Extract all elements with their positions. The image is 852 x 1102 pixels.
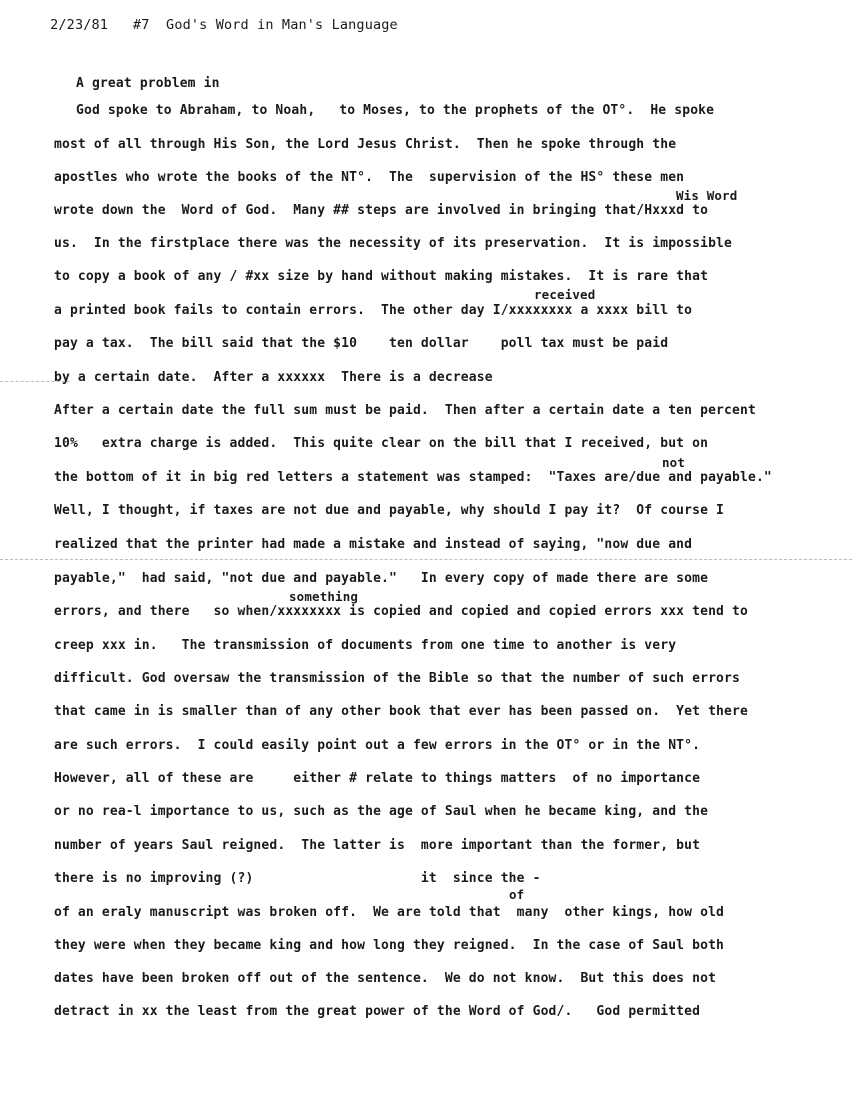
text-line: 10% extra charge is added. This quite clear on the bill that I received, but on — [54, 436, 709, 451]
text-line: apostles who wrote the books of the NT°. The supervision of the HS° these men — [54, 170, 685, 185]
text-line: to copy a book of any / #xx size by hand without making mistakes. It is rare that — [54, 269, 709, 284]
scan-artifact-line — [0, 559, 852, 560]
text-line: difficult. God oversaw the transmission of the Bible so that the number of such errors — [54, 671, 740, 686]
text-line: realized that the printer had made a mistake and instead of saying, "now due and — [54, 537, 693, 552]
text-line: wrote down the Word of God. Many ## steps are involved in bringing that/Hxxxd to — [54, 203, 709, 218]
text-line: dates have been broken off out of the sentence. We do not know. But this does not — [54, 971, 717, 986]
text-line: us. In the firstplace there was the necessity of its preservation. It is impossible — [54, 236, 733, 251]
text-line: errors, and there so when/xxxxxxxx is copied and copied and copied errors xxx tend to — [54, 604, 748, 619]
text-line: a printed book fails to contain errors. The other day I/xxxxxxxx a xxxx bill to — [54, 303, 693, 318]
text-line: Well, I thought, if taxes are not due and payable, why should I pay it? Of course I — [54, 503, 725, 518]
text-line: that came in is smaller than of any other book that ever has been passed on. Yet there — [54, 704, 748, 719]
text-line: are such errors. I could easily point out a few errors in the OT° or in the NT°. — [54, 738, 701, 753]
header-number: #7 — [132, 17, 150, 33]
document-header — [17, 3, 398, 48]
text-line: God spoke to Abraham, to Noah, to Moses, to the prophets of the OT°. He spoke — [76, 103, 715, 118]
text-line: payable," had said, "not due and payable." In every copy of made there are some — [54, 571, 709, 586]
interlinear-correction: received — [534, 287, 596, 302]
text-line: creep xxx in. The transmission of documents from one time to another is very — [54, 638, 677, 653]
text-line: pay a tax. The bill said that the $10 ten dollar poll tax must be paid — [54, 336, 669, 351]
text-line: there is no improving (?) it since the - — [54, 871, 541, 886]
interlinear-correction: Wis Word — [676, 188, 738, 203]
header-title: God's Word in Man's Language — [166, 17, 398, 33]
text-line: or no rea-l importance to us, such as the age of Saul when he became king, and the — [54, 804, 709, 819]
text-line: the bottom of it in big red letters a statement was stamped: "Taxes are/due and payable." — [54, 470, 772, 485]
text-line: A great problem in — [76, 76, 220, 91]
text-line: After a certain date the full sum must be paid. Then after a certain date a ten percent — [54, 403, 756, 418]
scan-artifact-line — [0, 381, 70, 382]
text-line: most of all through His Son, the Lord Jesus Christ. Then he spoke through the — [54, 137, 677, 152]
interlinear-correction: not — [662, 455, 686, 470]
header-date: 2/23/81 — [50, 17, 109, 33]
text-line: by a certain date. After a xxxxxx There is a decrease — [54, 370, 493, 385]
text-line: number of years Saul reigned. The latter is more important than the former, but — [54, 838, 701, 853]
text-line: However, all of these are either # relate to things matters of no importance — [54, 771, 701, 786]
interlinear-correction: something — [289, 589, 359, 604]
text-line: they were when they became king and how long they reigned. In the case of Saul both — [54, 938, 725, 953]
text-line: of an eraly manuscript was broken off. We are told that many other kings, how old — [54, 905, 725, 920]
interlinear-correction: of — [509, 887, 525, 902]
text-line: detract in xx the least from the great power of the Word of God/. God permitted — [54, 1004, 701, 1019]
